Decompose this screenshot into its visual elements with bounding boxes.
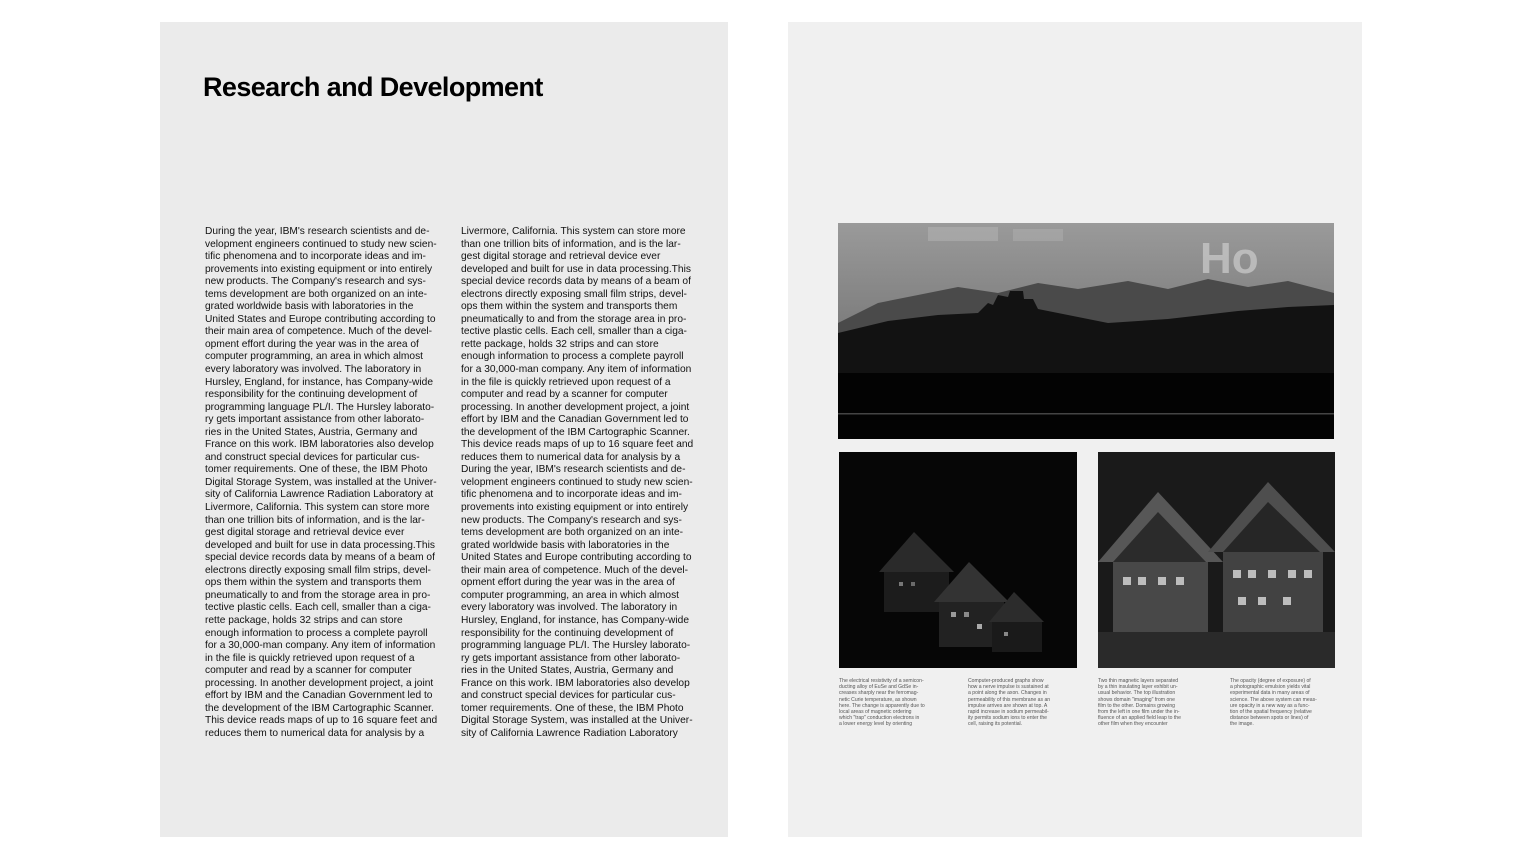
page-title: Research and Development [203,72,543,102]
landscape-castle-photo [838,223,1334,439]
photo-caption: Computer-produced graphs show how a nerve impulse is sustained at a point along the axon. Changes in permeability of this membrane as an impulse arrives are shown at top. A rapid increase in sodium permeabil- ity permits sodium ions to enter the cell, raising its potential. [968,678,1051,728]
photo-caption: Two thin magnetic layers separated by a thin insulating layer exhibit un- usual behavior. The top illustration shows domain "imaging" from one film to the other. Domains growing from the left in one film under the in- fluence of an applied field leap to the other film when they encounter [1098,678,1181,728]
photo-caption: The electrical resistivity of a semicon- ducting alloy of EuSe and GdSe in- creases sharply near the ferromag- netic Curie temperature, as shown here. The change is apparently due to local areas of magnetic ordering which "trap" conduction electrons in a lower energy level by orienting [839,678,925,728]
gabled-house-photo [1098,452,1335,668]
photo-caption: The opacity (degree of exposure) of a photographic emulsion yields vital experimental data in many areas of science. The above system can meas- ure opacity in a new way as a func- tion of the spatial frequency (relative distance between spots or lines) of the image. [1230,678,1317,728]
photo-overlay-text: Ho [1200,234,1259,283]
body-text-column-right: Livermore, California. This system can store more than one trillion bits of information, and is the lar- gest digital storage and retrieval device ever developed and built for use in data processing.This special device records data by means of a beam of electrons directly exposing small film strips, devel- ops them within the system and transports them pneumatically to and from the storage area in pro- tective plastic cells. Each cell, smaller than a ciga- rette package, holds 32 strips and can store enough information to process a complete payroll for a 30,000-man company. Any item of information in the file is quickly retrieved upon request of a computer and read by a scanner for computer processing. In another development project, a joint effort by IBM and the Canadian Government led to the development of the IBM Cartographic Scanner. This device reads maps of up to 16 square feet and reduces them to numerical data for analysis by a During the year, IBM's research scientists and de- velopment engineers continued to study new scien- tific phenomena and to incorporate ideas and im- provements into existing equipment or into entirely new products. The Company's research and sys- tems development are both organized on an inte- grated worldwide basis with laboratories in the United States and Europe contributing according to their main area of competence. Much of the devel- opment effort during the year was in the area of computer programming, an area in which almost every laboratory was involved. The laboratory in Hursley, England, for instance, has Company-wide responsibility for the continuing development of programming language PL/I. The Hursley laborato- ry gets important assistance from other laborato- ries in the United States, Austria, Germany and France on this work. IBM laboratories also develop and construct special devices for particular cus- tomer requirements. One of these, the IBM Photo Digital Storage System, was installed at the Univer- sity of California Lawrence Radiation Laboratory [461,226,694,739]
body-text-column-left: During the year, IBM's research scientists and de- velopment engineers continued to study new scien- tific phenomena and to incorporate ideas and im- provements into existing equipment or into entirely new products. The Company's research and sys- tems development are both organized on an inte- grated worldwide basis with laboratories in the United States and Europe contributing according to their main area of competence. Much of the devel- opment effort during the year was in the area of computer programming, an area in which almost every laboratory was involved. The laboratory in Hursley, England, for instance, has Company-wide responsibility for the continuing development of programming language PL/I. The Hursley laborato- ry gets important assistance from other laborato- ries in the United States, Austria, Germany and France on this work. IBM laboratories also develop and construct special devices for particular cus- tomer requirements. One of these, the IBM Photo Digital Storage System, was installed at the Univer- sity of California Lawrence Radiation Laboratory at Livermore, California. This system can store more than one trillion bits of information, and is the lar- gest digital storage and retrieval device ever developed and built for use in data processing.This special device records data by means of a beam of electrons directly exposing small film strips, devel- ops them within the system and transports them pneumatically to and from the storage area in pro- tective plastic cells. Each cell, smaller than a ciga- rette package, holds 32 strips and can store enough information to process a complete payroll for a 30,000-man company. Any item of information in the file is quickly retrieved upon request of a computer and read by a scanner for computer processing. In another development project, a joint effort by IBM and the Canadian Government led to the development of the IBM Cartographic Scanner. This device reads maps of up to 16 square feet and reduces them to numerical data for analysis by a [205,226,438,739]
town-at-night-photo [839,452,1077,668]
left-page [160,22,728,837]
right-page [788,22,1362,837]
